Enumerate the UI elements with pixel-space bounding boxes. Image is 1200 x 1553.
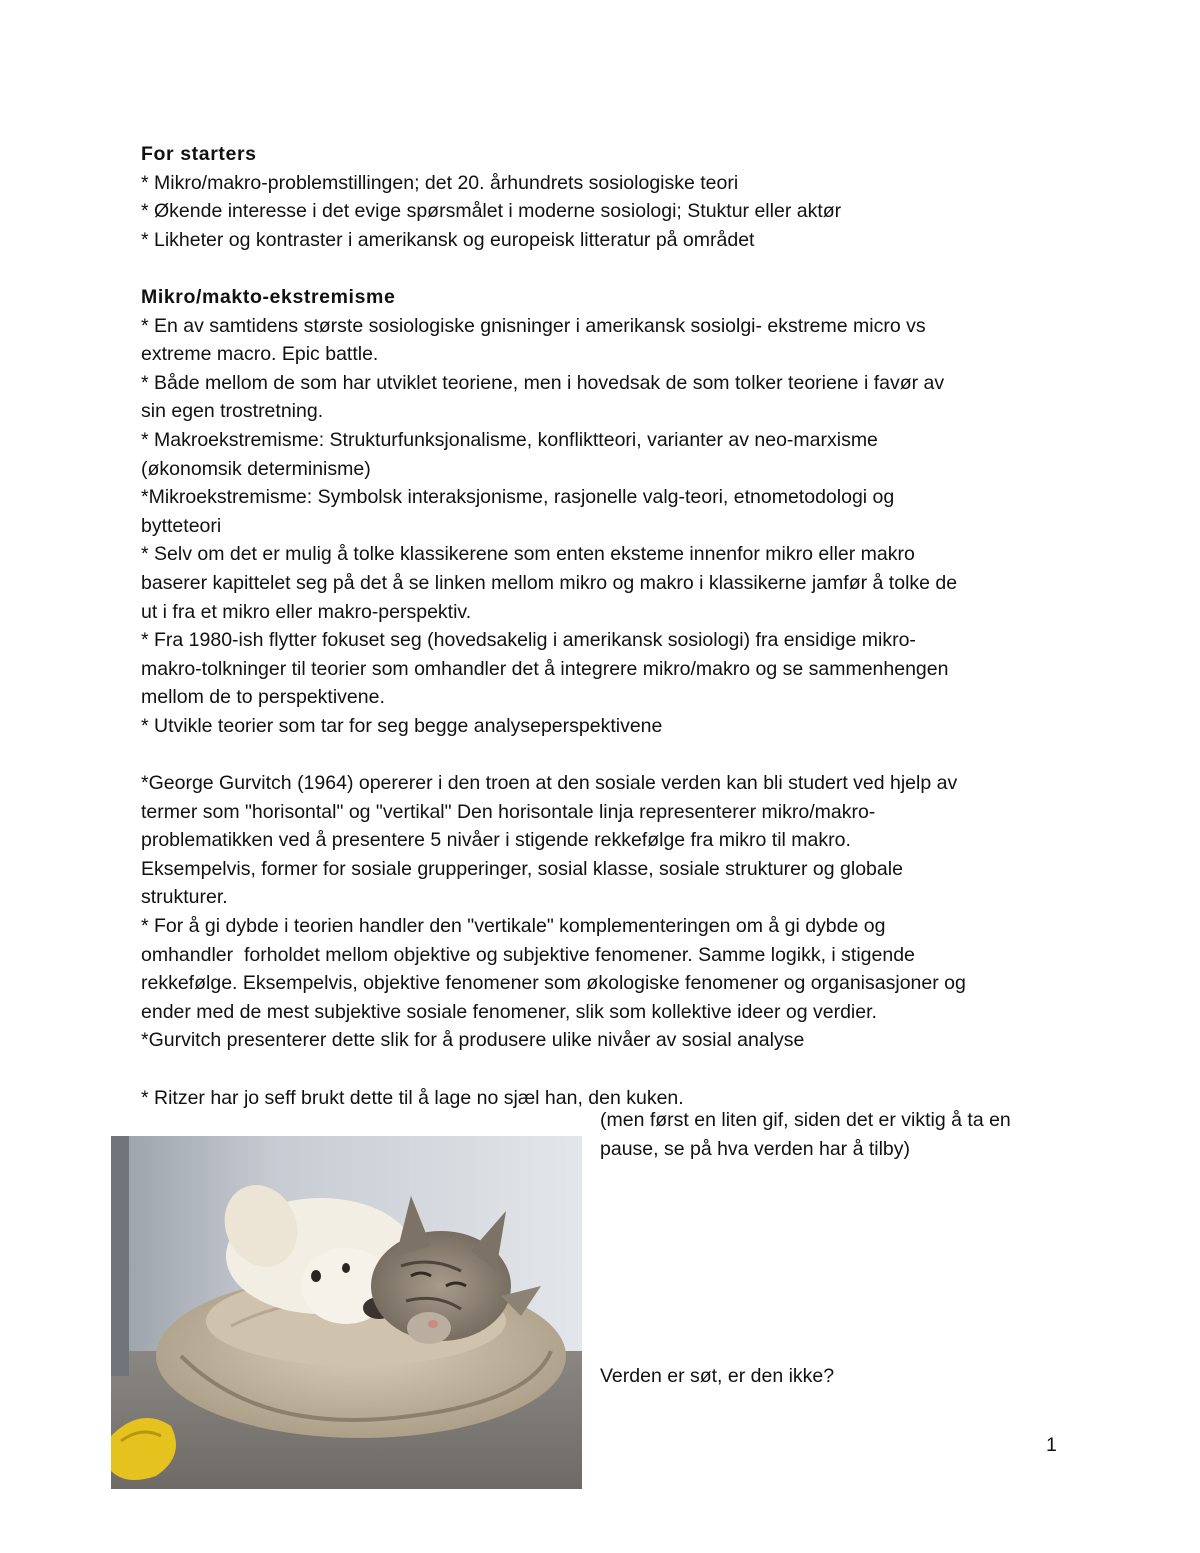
puppy-and-kitten-photo (111, 1136, 582, 1489)
text-line: * Selv om det er mulig å tolke klassikerene som enten eksteme innenfor mikro eller makro (141, 543, 915, 566)
text-line: sin egen trostretning. (141, 400, 324, 423)
text-line: strukturer. (141, 886, 228, 909)
text-line: bytteteori (141, 514, 222, 537)
text-line: baserer kapittelet seg på det å se linken mellom mikro og makro i klassikerne jamfør å tolke de (141, 571, 958, 594)
heading-mikro-makro: Mikro/makto-ekstremisme (141, 285, 396, 308)
main-text (141, 140, 1071, 1112)
text-line: * Fra 1980-ish flytter fokuset seg (hovedsakelig i amerikansk sosiologi) fra ensidige mikro- (141, 629, 916, 652)
blank-line (141, 254, 1071, 283)
text-line: * En av samtidens største sosiologiske gnisninger i amerikansk sosiolgi- ekstreme micro vs (141, 314, 926, 337)
text-line: termer som "horisontal" og "vertikal" Den horisontale linja representerer mikro/makro- (141, 800, 876, 823)
text-line: mellom de to perspektivene. (141, 686, 385, 709)
side-note (600, 1106, 1070, 1163)
sweet-line: Verden er søt, er den ikke? (600, 1365, 835, 1387)
text-line: Eksempelvis, former for sosiale grupperinger, sosial klasse, sosiale strukturer og globale (141, 857, 903, 880)
ritzer-line: * Ritzer har jo seff brukt dette til å lage no sjæl han, den kuken. (141, 1086, 684, 1109)
blank-line (141, 740, 1071, 769)
text-line: ut i fra et mikro eller makro-perspektiv. (141, 600, 472, 623)
blank-line (141, 1055, 1071, 1084)
text-line: * Makroekstremisme: Strukturfunksjonalisme, konfliktteori, varianter av neo-marxisme (141, 428, 878, 451)
text-line: rekkefølge. Eksempelvis, objektive fenomener som økologiske fenomener og organisasjoner og (141, 972, 966, 995)
text-line: * Utvikle teorier som tar for seg begge analyseperspektivene (141, 714, 663, 737)
bullet-line: * Mikro/makro-problemstillingen; det 20. århundrets sosiologiske teori (141, 171, 739, 194)
text-line: *George Gurvitch (1964) opererer i den troen at den sosiale verden kan bli studert ved hjelp av (141, 772, 958, 795)
text-line: *Gurvitch presenterer dette slik for å produsere ulike nivåer av sosial analyse (141, 1029, 805, 1052)
text-line: omhandler forholdet mellom objektive og subjektive fenomener. Samme logikk, i stigende (141, 943, 915, 966)
bullet-line: * Økende interesse i det evige spørsmålet i moderne sosiologi; Stuktur eller aktør (141, 200, 842, 223)
text-line: (økonomsik determinisme) (141, 457, 371, 480)
text-line: problematikken ved å presentere 5 nivåer i stigende rekkefølge fra mikro til makro. (141, 829, 851, 852)
text-line: extreme macro. Epic battle. (141, 343, 379, 366)
heading-for-starters: For starters (141, 143, 257, 165)
text-line: * Både mellom de som har utviklet teoriene, men i hovedsak de som tolker teoriene i favør av (141, 371, 945, 394)
bullet-line: * Likheter og kontraster i amerikansk og europeisk litteratur på området (141, 228, 755, 251)
side-note-line: (men først en liten gif, siden det er viktig å ta en (600, 1109, 1011, 1131)
text-line: ender med de mest subjektive sosiale fenomener, slik som kollektive ideer og verdier. (141, 1000, 877, 1023)
text-line: * For å gi dybde i teorien handler den "vertikale" komplementeringen om å gi dybde og (141, 915, 886, 938)
side-note-line: pause, se på hva verden har å tilby) (600, 1137, 911, 1160)
text-line: *Mikroekstremisme: Symbolsk interaksjonisme, rasjonelle valg-teori, etnometodologi og (141, 486, 895, 509)
text-line: makro-tolkninger til teorier som omhandler det å integrere mikro/makro og se sammenhengen (141, 657, 949, 680)
page-number: 1 (1046, 1434, 1057, 1456)
